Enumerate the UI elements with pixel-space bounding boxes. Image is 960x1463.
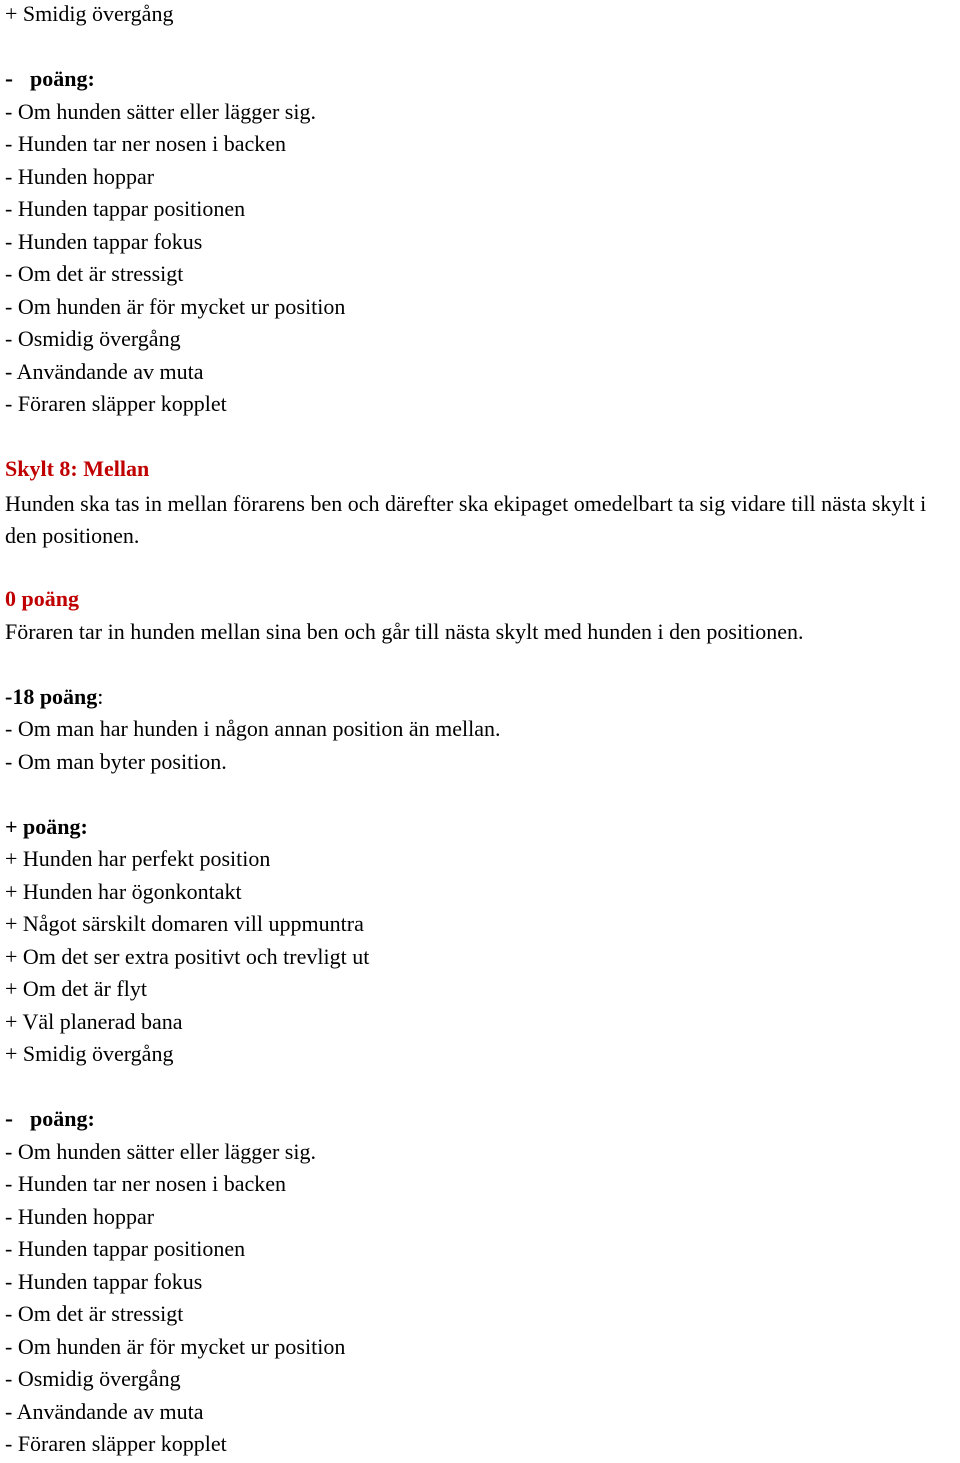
neg18-heading-colon: : (97, 683, 104, 709)
spacer (5, 553, 960, 586)
list-item: + Väl planerad bana (5, 1008, 183, 1034)
list-item: - Användande av muta (5, 1398, 204, 1424)
spacer (5, 1073, 960, 1106)
list-item: - Användande av muta (5, 358, 204, 384)
list-item: + Om det ser extra positivt och trevligt ut (5, 943, 370, 969)
spacer (5, 33, 960, 66)
minus-points-heading (5, 65, 960, 98)
minus-list (5, 1138, 960, 1463)
list-item: - Om hunden är för mycket ur position (5, 1333, 346, 1359)
section-description: Hunden ska tas in mellan förarens ben och därefter ska ekipaget omedelbart ta sig vidare till nästa skylt i den positionen. (5, 490, 927, 548)
section-title: Skylt 8: Mellan (5, 456, 150, 481)
minus-label: poäng: (30, 66, 95, 91)
list-item: - Om man har hunden i någon annan position än mellan. (5, 716, 501, 741)
list-item: - Om det är stressigt (5, 261, 184, 286)
list-item: - Hunden tappar fokus (5, 228, 203, 254)
list-item: - Osmidig övergång (5, 1366, 181, 1391)
minus-dash: - (5, 1106, 13, 1132)
list-item: - Om det är stressigt (5, 1301, 184, 1326)
plus-item: + Smidig övergång (5, 1, 174, 26)
minus-dash: - (5, 66, 13, 92)
minus-label: poäng: (30, 1106, 95, 1131)
plus-list (5, 845, 960, 1073)
minus-points-heading (5, 1105, 960, 1138)
list-item: - Om hunden sätter eller lägger sig. (5, 98, 316, 124)
list-item: - Hunden tar ner nosen i backen (5, 1171, 287, 1196)
zero-points-heading: 0 poäng (5, 586, 79, 611)
spacer (5, 650, 960, 683)
list-item: - Hunden hoppar (5, 1203, 155, 1229)
list-item: + Hunden har ögonkontakt (5, 878, 242, 904)
neg18-heading-label: -18 poäng (5, 683, 98, 709)
list-item: - Hunden tappar positionen (5, 1236, 246, 1261)
list-item: - Om hunden sätter eller lägger sig. (5, 1138, 316, 1164)
list-item: - Hunden hoppar (5, 163, 155, 189)
spacer (5, 423, 960, 456)
list-item: - Hunden tappar positionen (5, 196, 246, 221)
list-item: + Om det är flyt (5, 976, 147, 1001)
list-item: + Något särskilt domaren vill uppmuntra (5, 911, 364, 936)
list-item: + Smidig övergång (5, 1041, 174, 1066)
list-item: + Hunden har perfekt position (5, 846, 271, 871)
list-item: - Hunden tar ner nosen i backen (5, 131, 287, 156)
list-item: - Hunden tappar fokus (5, 1268, 203, 1294)
plus-points-heading: + poäng: (5, 813, 88, 839)
spacer (5, 780, 960, 813)
list-item: - Om hunden är för mycket ur position (5, 293, 346, 319)
minus-list (5, 98, 960, 423)
list-item: - Om man byter position. (5, 748, 227, 774)
list-item: - Föraren släpper kopplet (5, 1431, 227, 1456)
document-page (5, 0, 960, 1463)
zero-points-text: Föraren tar in hunden mellan sina ben och går till nästa skylt med hunden i den positionen. (5, 618, 804, 644)
list-item: - Osmidig övergång (5, 326, 181, 351)
list-item: - Föraren släpper kopplet (5, 391, 227, 416)
neg18-heading (5, 683, 960, 716)
